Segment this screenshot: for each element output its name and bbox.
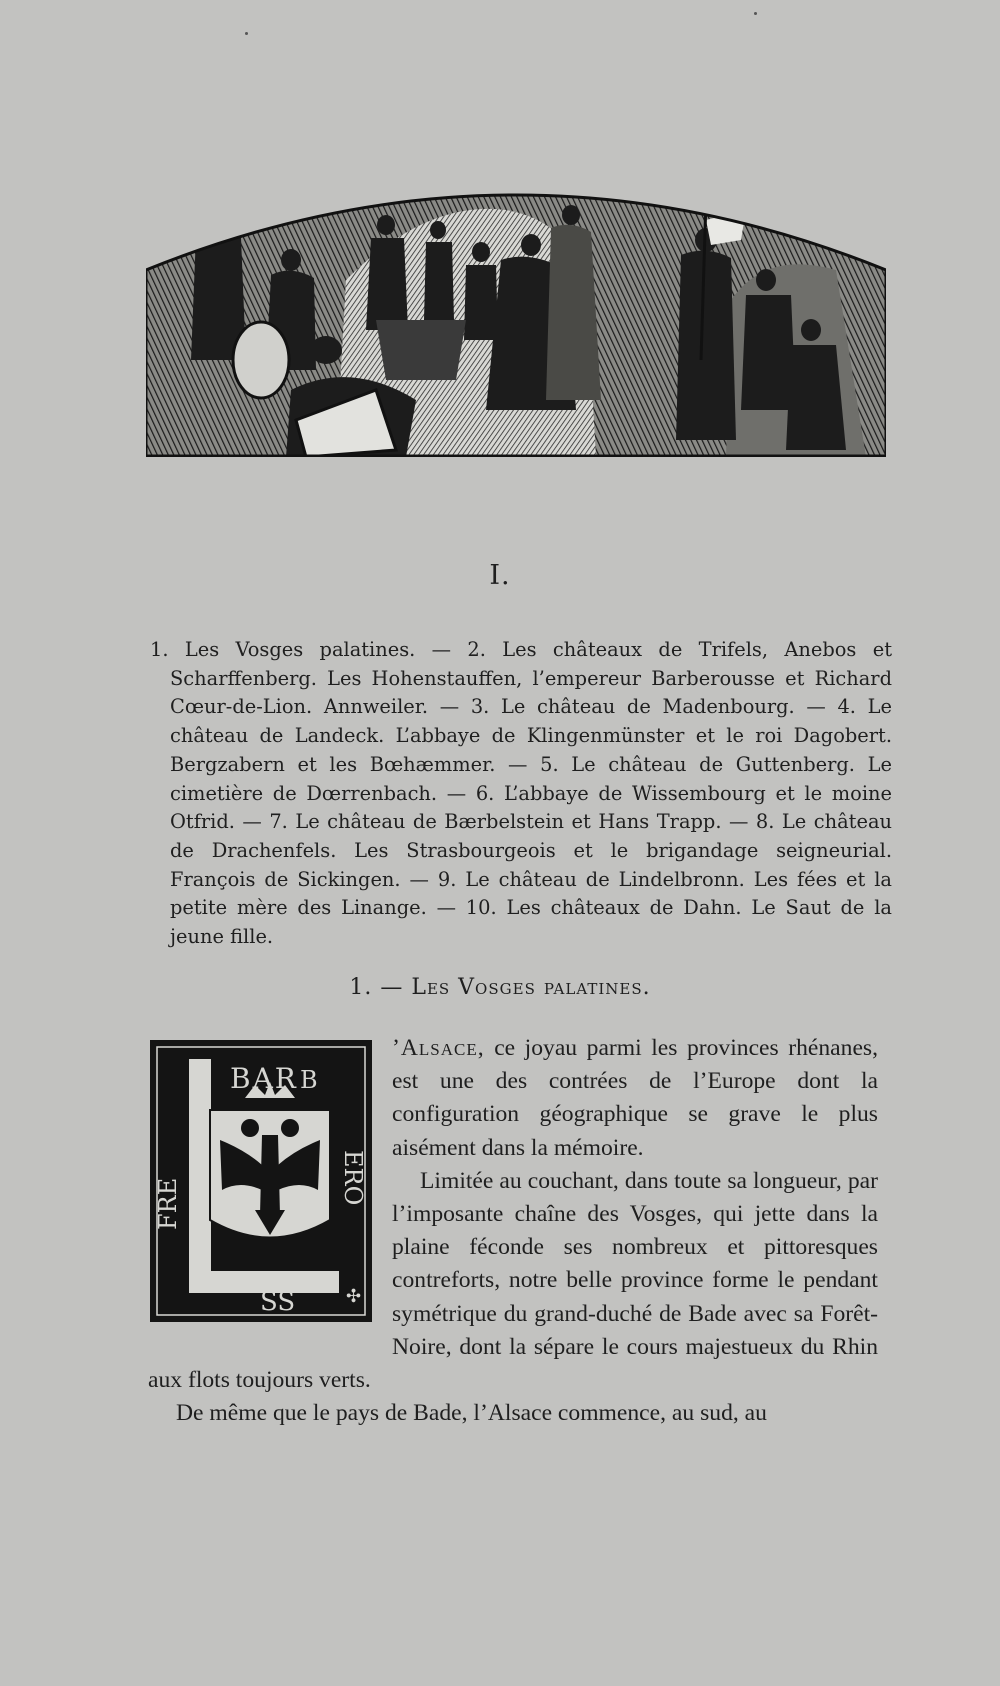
chapter-summary bbox=[150, 636, 892, 952]
headpiece-illustration bbox=[146, 160, 886, 457]
chapter-number: I. bbox=[489, 560, 511, 591]
section-title: Les Vosges palatines. bbox=[411, 975, 651, 1000]
paper-speck bbox=[754, 12, 757, 15]
paper-speck bbox=[245, 32, 248, 35]
dropcap-spacer bbox=[148, 1032, 392, 1332]
section-number: 1. — bbox=[349, 975, 404, 1000]
lead-word: ’Alsace, bbox=[392, 1035, 485, 1061]
paragraph-3: De même que le pays de Bade, l’Alsace commence, au sud, au bbox=[176, 1400, 767, 1427]
svg-text:✣: ✣ bbox=[346, 1286, 362, 1307]
summary-text: 1. Les Vosges palatines. — 2. Les châteaux de Trifels, Anebos et Scharffenberg. Les Hohenstauffen, l’empereur Barberousse et Richard Cœur-de-Lion. Annweiler. — 3. Le château de Madenbourg. — 4. Le château de Landeck. L’abbaye de Klingenmünster et le roi Dagobert. Bergzabern et les Bœhæmmer. — 5. Le château de Guttenberg. Le cimetière de Dœrrenbach. — 6. L’abbaye de Wissembourg et le moine Otfrid. — 7. Le château de Bærbelstein et Hans Trapp. — 8. Le château de Drachenfels. Les Strasbourgeois et le brigandage seigneurial. François de Sickingen. — 9. Le château de Lindelbronn. Les fées et la petite mère des Linange. — 10. Les châteaux de Dahn. Le Saut de la jeune fille. bbox=[150, 638, 892, 949]
body-text bbox=[148, 1032, 878, 1430]
svg-text:B: B bbox=[300, 1066, 318, 1094]
paragraph-2: Limitée au couchant, dans toute sa longueur, par l’imposante chaîne des Vosges, qui jette dans la plaine féconde ses nombreux et pittoresques contreforts, notre belle province forme le pendant symétrique du grand-duché de Bade avec sa Forêt-Noire, dont la sépare le cours majestueux du Rhin aux flots toujours verts. bbox=[148, 1167, 878, 1394]
svg-text:SS: SS bbox=[260, 1287, 296, 1317]
dropcap-inscription: BAR bbox=[230, 1062, 298, 1095]
section-heading bbox=[0, 975, 1000, 1000]
svg-text:FRE: FRE bbox=[154, 1177, 182, 1230]
svg-text:ERO: ERO bbox=[339, 1150, 367, 1206]
paragraph-1-text: ce joyau parmi les provinces rhénanes, est une des contrées de l’Europe dont la configuration géographique se grave le plus aisément dans la mémoire. bbox=[392, 1035, 878, 1161]
